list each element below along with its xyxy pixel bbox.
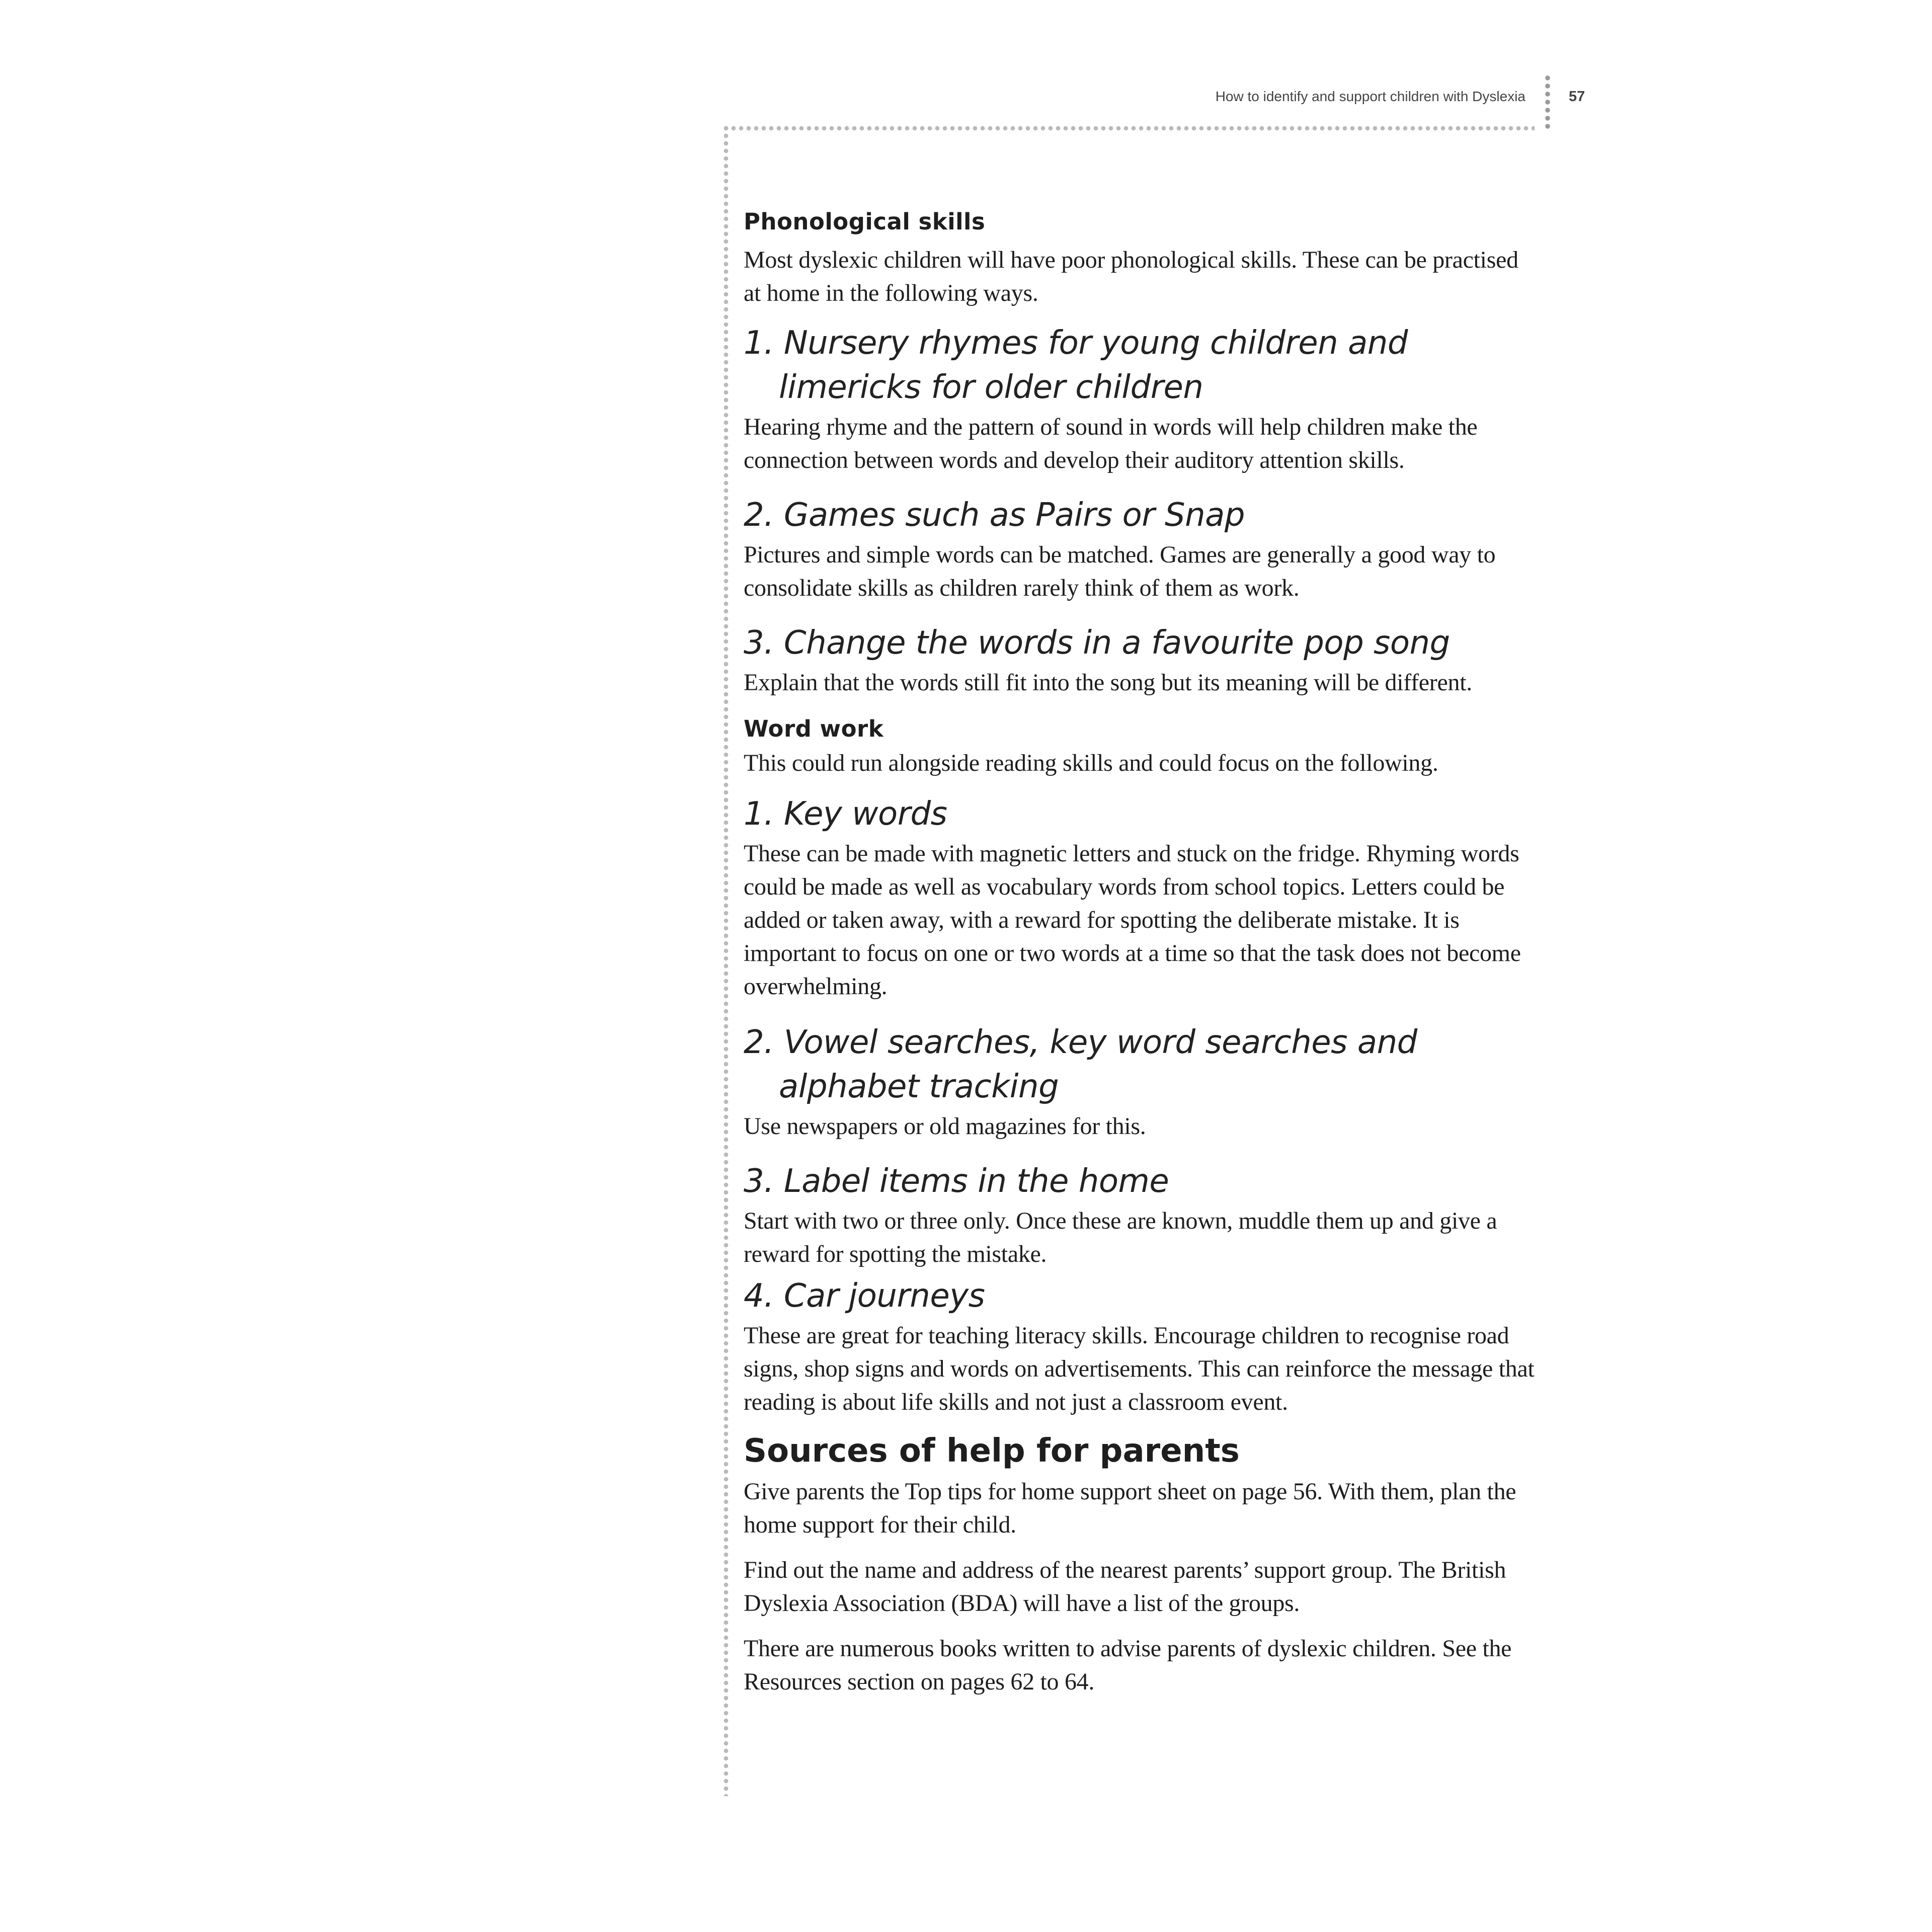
page-number: 57	[1569, 89, 1585, 105]
dotted-rule-horizontal	[723, 126, 1535, 131]
word-work-item-1-text: These can be made with magnetic letters and stuck on the fridge. Rhyming words could be made as well as vocabulary words from school topics. Letters could be added or taken away, with a reward for spotting the deliberate mistake. It is important to focus on one or two words at a time so that the task does not become overwhelming.	[744, 840, 1521, 1000]
word-work-heading: Word work	[744, 715, 884, 742]
phonological-item-1-title: 1. Nursery rhymes for young children and limericks for older children	[744, 325, 1408, 406]
word-work-item-1-title: 1. Key words	[744, 795, 947, 833]
sources-paragraph-2: Find out the name and address of the nearest parents’ support group. The British Dyslexia Association (BDA) will have a list of the groups.	[744, 1557, 1506, 1617]
phonological-item-1-text: Hearing rhyme and the pattern of sound in words will help children make the connection between words and develop their auditory attention skills.	[744, 414, 1478, 473]
page-content	[744, 205, 1535, 1699]
word-work-item-3-title: 3. Label items in the home	[744, 1163, 1169, 1200]
sources-heading: Sources of help for parents	[744, 1432, 1240, 1470]
phonological-item-2-text: Pictures and simple words can be matched. Games are generally a good way to consolidate skills as children rarely think of them as work.	[744, 541, 1496, 601]
word-work-item-4-text: These are great for teaching literacy skills. Encourage children to recognise road signs, shop signs and words on advertisements. This can reinforce the message that reading is about life skills and not just a classroom event.	[744, 1322, 1535, 1415]
sources-paragraph-3: There are numerous books written to advise parents of dyslexic children. See the Resources section on pages 62 to 64.	[744, 1635, 1512, 1695]
phonological-intro: Most dyslexic children will have poor phonological skills. These can be practised at home in the following ways.	[744, 247, 1518, 306]
phonological-skills-heading: Phonological skills	[744, 208, 986, 235]
phonological-item-3-text: Explain that the words still fit into the song but its meaning will be different.	[744, 669, 1472, 696]
dotted-rule-vertical	[723, 126, 729, 1796]
word-work-intro: This could run alongside reading skills and could focus on the following.	[744, 750, 1438, 776]
phonological-item-3-title: 3. Change the words in a favourite pop song	[744, 624, 1450, 662]
word-work-item-2-title: 2. Vowel searches, key word searches and alphabet tracking	[744, 1024, 1417, 1105]
sources-paragraph-1: Give parents the Top tips for home support sheet on page 56. With them, plan the home support for their child.	[744, 1478, 1516, 1538]
word-work-item-2-text: Use newspapers or old magazines for this.	[744, 1113, 1146, 1140]
word-work-item-3-text: Start with two or three only. Once these are known, muddle them up and give a reward for spotting the mistake.	[744, 1208, 1497, 1267]
word-work-item-4-title: 4. Car journeys	[744, 1277, 985, 1315]
dotted-divider-header	[1545, 75, 1550, 132]
phonological-item-2-title: 2. Games such as Pairs or Snap	[744, 497, 1245, 534]
running-head: How to identify and support children with Dyslexia	[1215, 89, 1525, 104]
